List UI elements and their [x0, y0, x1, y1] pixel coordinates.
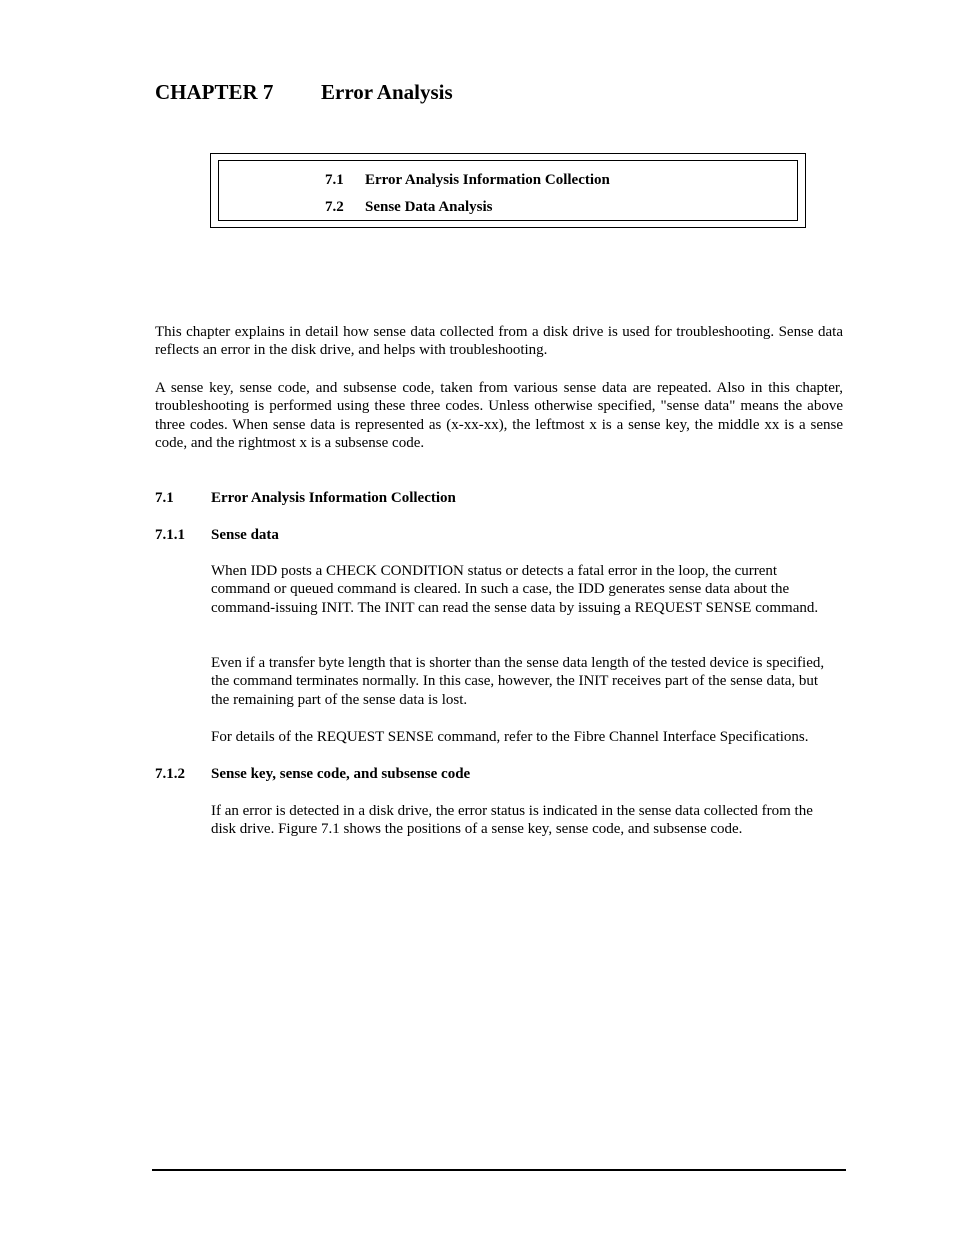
section-heading-7-1-1: [155, 526, 279, 544]
sense-data-paragraph-1: When IDD posts a CHECK CONDITION status or detects a fatal error in the loop, the current command or queued command is cleared. In such a case, the IDD generates sense data about the command-issuing INIT. The INIT can read the sense data by issuing a REQUEST SENSE command.: [211, 563, 819, 616]
section-title: Error Analysis Information Collection: [211, 490, 456, 506]
section-number: 7.1.1: [155, 527, 185, 543]
footer-rule: [152, 1169, 846, 1171]
section-heading-7-1-2: [155, 765, 470, 783]
section-number: 7.1.2: [155, 766, 185, 782]
sense-key-paragraph-1: If an error is detected in a disk drive, the error status is indicated in the sense data collected from the disk drive. Figure 7.1 shows the positions of a sense key, sense code, and subsense code.: [211, 803, 813, 838]
section-title: Sense key, sense code, and subsense code: [211, 766, 471, 782]
toc-item-label: Sense Data Analysis: [365, 199, 493, 215]
toc-item-number: 7.1: [325, 172, 344, 188]
intro-paragraph-1: This chapter explains in detail how sense data collected from a disk drive is used for troubleshooting. Sense data reflects an error in the disk drive, and helps with troubleshooting.: [155, 324, 843, 359]
chapter-name: Error Analysis: [321, 80, 453, 104]
sense-data-paragraph-2: Even if a transfer byte length that is shorter than the sense data length of the tested device is specified, the command terminates normally. In this case, however, the INIT receives part of the sense data, but the remaining part of the sense data is lost.: [211, 655, 825, 708]
intro-paragraph-2: A sense key, sense code, and subsense code, taken from various sense data are repeated. Also in this chapter, troubleshooting is performed using these three codes. Unless otherwise specified, "sense data" means the above three codes. When sense data is represented as (x-xx-xx), the leftmost x is a sense key, the middle xx is a sense code, and the rightmost x is a subsense code.: [155, 380, 843, 451]
section-title: Sense data: [211, 527, 279, 543]
chapter-contents-box: [210, 153, 806, 228]
chapter-number: CHAPTER 7: [155, 80, 274, 104]
sense-data-paragraph-3: For details of the REQUEST SENSE command, refer to the Fibre Channel Interface Specifications.: [211, 729, 809, 745]
chapter-title: [155, 79, 453, 105]
toc-item-number: 7.2: [325, 199, 344, 215]
section-heading-7-1: [155, 489, 456, 507]
toc-item-7-2: [325, 198, 493, 216]
toc-item-label: Error Analysis Information Collection: [365, 172, 610, 188]
toc-item-7-1: [325, 171, 610, 189]
section-number: 7.1: [155, 490, 174, 506]
chapter-contents-inner-frame: [218, 160, 798, 221]
